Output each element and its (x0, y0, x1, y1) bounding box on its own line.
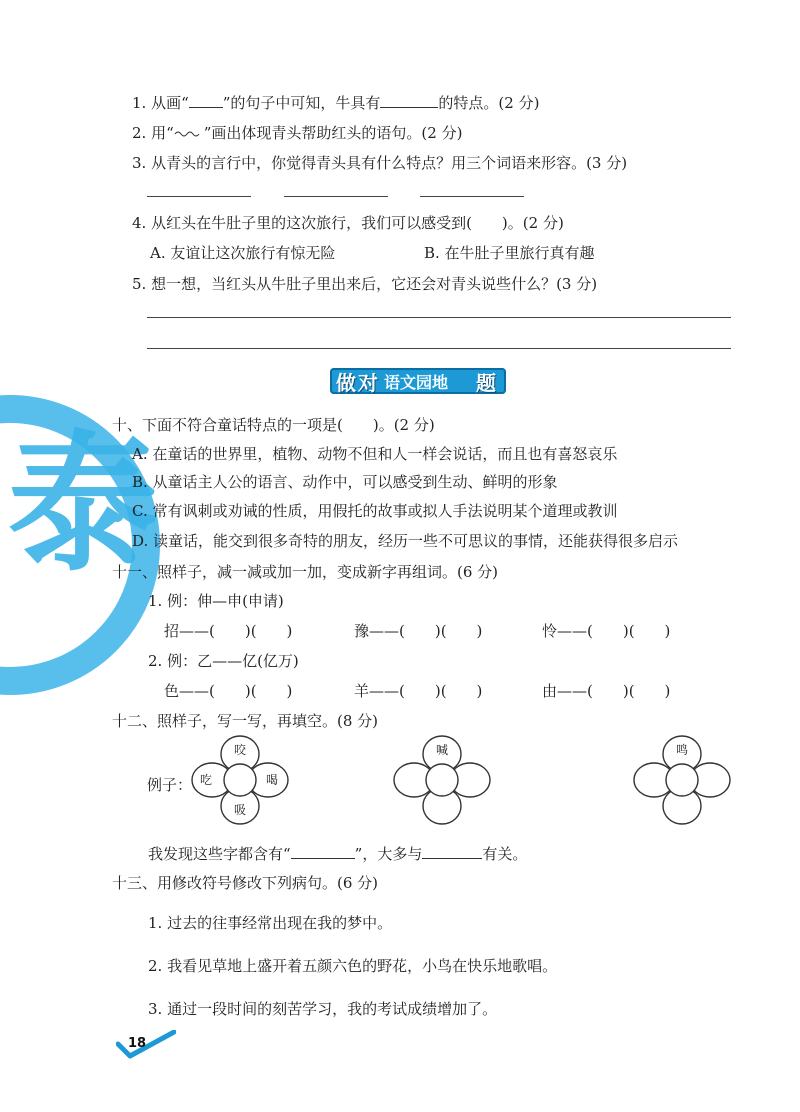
question-10-title: 十、下面不符合童话特点的一项是( )。(2 分) (112, 416, 435, 434)
question-5: 5. 想一想，当红头从牛肚子里出来后，它还会对青头说些什么？(3 分) (132, 275, 598, 293)
blank[interactable] (380, 94, 438, 108)
flower-example (190, 734, 290, 826)
banner-title: 语文园地 (384, 373, 449, 392)
blank[interactable] (422, 845, 482, 859)
q11-item[interactable]: 怜——( )( ) (542, 622, 671, 640)
blank[interactable] (189, 94, 223, 108)
banner-char-1: 做 (336, 371, 356, 395)
wavy-line-icon (174, 126, 204, 138)
question-4: 4. 从红头在牛肚子里的这次旅行，我们可以感受到( )。(2 分) (132, 214, 564, 232)
answer-line[interactable] (147, 348, 731, 349)
q10-option-c: C. 常有讽刺或劝诫的性质，用假托的故事或拟人手法说明某个道理或教训 (132, 502, 618, 520)
q10-option-a: A. 在童话的世界里，植物、动物不但和人一样会说话，而且也有喜怒哀乐 (132, 445, 618, 463)
answer-line[interactable] (147, 196, 251, 197)
q10-option-d: D. 读童话，能交到很多奇特的朋友，经历一些不可思议的事情，还能获得很多启示 (132, 532, 679, 550)
question-12-title: 十二、照样子，写一写，再填空。(8 分) (112, 712, 379, 730)
q4-option-b: B. 在牛肚子里旅行真有趣 (424, 244, 595, 262)
q11-example-2: 2. 例：乙——亿(亿万) (148, 652, 299, 670)
flower-char-top: 鸣 (676, 743, 689, 757)
banner-char-4: 题 (476, 371, 496, 395)
q4-option-a: A. 友谊让这次旅行有惊无险 (150, 244, 336, 262)
question-2: 2. 用“ ”画出体现青头帮助红头的语句。(2 分) (132, 124, 463, 142)
q10-option-b: B. 从童话主人公的语言、动作中，可以感受到生动、鲜明的形象 (132, 473, 558, 491)
answer-line[interactable] (147, 317, 731, 318)
flower-char-bottom: 吸 (234, 803, 247, 817)
example-label: 例子： (147, 776, 193, 794)
blank[interactable] (291, 845, 355, 859)
flower-2[interactable] (392, 734, 492, 826)
q13-sentence-2: 2. 我看见草地上盛开着五颜六色的野花，小鸟在快乐地歌唱。 (148, 957, 558, 975)
flower-char-left: 吃 (200, 773, 213, 787)
q13-sentence-1: 1. 过去的往事经常出现在我的梦中。 (148, 914, 393, 932)
watermark-char: 泰 (8, 418, 159, 592)
q11-example-1: 1. 例：伸—申(申请) (148, 592, 284, 610)
flower-char-right: 喝 (266, 773, 279, 787)
banner-char-2: 对 (358, 371, 378, 395)
q11-item[interactable]: 色——( )( ) (164, 682, 293, 700)
question-1: 1. 从画“ ”的句子中可知，牛具有 的特点。(2 分) (132, 94, 540, 112)
question-13-title: 十三、用修改符号修改下列病句。(6 分) (112, 874, 379, 892)
q11-item[interactable]: 招——( )( ) (164, 622, 293, 640)
flower-char-top: 喊 (436, 743, 449, 757)
answer-line[interactable] (284, 196, 388, 197)
section-banner (330, 364, 506, 396)
question-3: 3. 从青头的言行中，你觉得青头具有什么特点？用三个词语来形容。(3 分) (132, 154, 628, 172)
flower-3[interactable] (632, 734, 732, 826)
q12-fill-sentence: 我发现这些字都含有“ ”，大多与 有关。 (148, 845, 528, 863)
q11-item[interactable]: 豫——( )( ) (354, 622, 483, 640)
q11-item[interactable]: 羊——( )( ) (354, 682, 483, 700)
q13-sentence-3: 3. 通过一段时间的刻苦学习，我的考试成绩增加了。 (148, 1000, 498, 1018)
flower-char-top: 咬 (234, 743, 247, 757)
page-number: 18 (128, 1036, 147, 1051)
question-11-title: 十一、照样子，减一减或加一加，变成新字再组词。(6 分) (112, 563, 499, 581)
q11-item[interactable]: 由——( )( ) (542, 682, 671, 700)
answer-line[interactable] (420, 196, 524, 197)
